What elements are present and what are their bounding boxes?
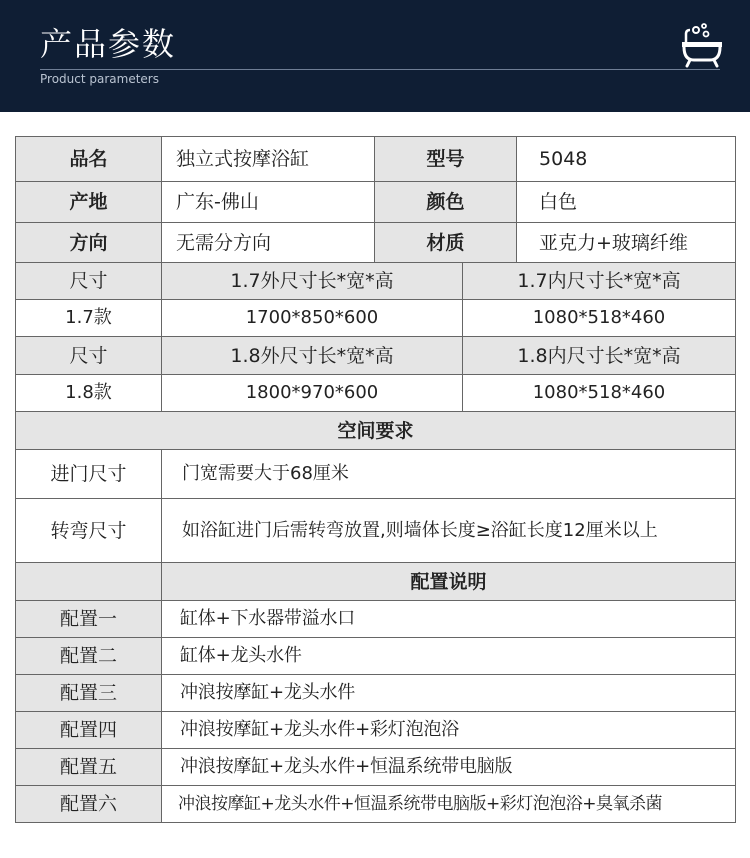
inner-size-header: 1.7内尺寸长*宽*高 bbox=[463, 263, 736, 300]
config-label: 配置六 bbox=[16, 786, 162, 823]
direction-label: 方向 bbox=[16, 223, 162, 263]
product-name-label: 品名 bbox=[16, 137, 162, 182]
config-header-blank bbox=[16, 563, 162, 601]
table-row bbox=[16, 712, 736, 749]
table-row bbox=[16, 300, 736, 337]
outer-size-value: 1700*850*600 bbox=[162, 300, 463, 337]
config-label: 配置三 bbox=[16, 675, 162, 712]
config-section-title: 配置说明 bbox=[162, 563, 736, 601]
product-name-value: 独立式按摩浴缸 bbox=[162, 137, 375, 182]
config-value: 冲浪按摩缸+龙头水件 bbox=[162, 675, 736, 712]
model-value: 5048 bbox=[517, 137, 736, 182]
size-label: 尺寸 bbox=[16, 263, 162, 300]
outer-size-header: 1.7外尺寸长*宽*高 bbox=[162, 263, 463, 300]
origin-value: 广东-佛山 bbox=[162, 182, 375, 223]
parameter-table bbox=[15, 136, 736, 823]
color-label: 颜色 bbox=[375, 182, 517, 223]
page-subtitle: Product parameters bbox=[40, 72, 159, 86]
table-row bbox=[16, 412, 736, 450]
size-model: 1.7款 bbox=[16, 300, 162, 337]
inner-size-header: 1.8内尺寸长*宽*高 bbox=[463, 337, 736, 375]
config-value: 缸体+下水器带溢水口 bbox=[162, 601, 736, 638]
material-value: 亚克力+玻璃纤维 bbox=[517, 223, 736, 263]
outer-size-header: 1.8外尺寸长*宽*高 bbox=[162, 337, 463, 375]
config-label: 配置二 bbox=[16, 638, 162, 675]
table-row bbox=[16, 786, 736, 823]
table-row bbox=[16, 499, 736, 563]
config-label: 配置四 bbox=[16, 712, 162, 749]
config-value: 缸体+龙头水件 bbox=[162, 638, 736, 675]
table-row bbox=[16, 563, 736, 601]
table-row bbox=[16, 182, 736, 223]
config-label: 配置一 bbox=[16, 601, 162, 638]
size-model: 1.8款 bbox=[16, 375, 162, 412]
table-row bbox=[16, 638, 736, 675]
table-row bbox=[16, 137, 736, 182]
page-header bbox=[0, 0, 750, 112]
direction-value: 无需分方向 bbox=[162, 223, 375, 263]
header-divider bbox=[40, 69, 720, 70]
table-row bbox=[16, 601, 736, 638]
table-row bbox=[16, 749, 736, 786]
table-row bbox=[16, 450, 736, 499]
color-value: 白色 bbox=[517, 182, 736, 223]
bathtub-icon bbox=[678, 22, 726, 68]
config-value: 冲浪按摩缸+龙头水件+恒温系统带电脑版+彩灯泡泡浴+臭氧杀菌 bbox=[162, 786, 736, 823]
page-title: 产品参数 bbox=[40, 25, 177, 63]
size-label: 尺寸 bbox=[16, 337, 162, 375]
outer-size-value: 1800*970*600 bbox=[162, 375, 463, 412]
origin-label: 产地 bbox=[16, 182, 162, 223]
table-row bbox=[16, 375, 736, 412]
inner-size-value: 1080*518*460 bbox=[463, 375, 736, 412]
table-row bbox=[16, 263, 736, 300]
table-row bbox=[16, 675, 736, 712]
config-value: 冲浪按摩缸+龙头水件+恒温系统带电脑版 bbox=[162, 749, 736, 786]
inner-size-value: 1080*518*460 bbox=[463, 300, 736, 337]
table-row bbox=[16, 223, 736, 263]
material-label: 材质 bbox=[375, 223, 517, 263]
config-label: 配置五 bbox=[16, 749, 162, 786]
config-value: 冲浪按摩缸+龙头水件+彩灯泡泡浴 bbox=[162, 712, 736, 749]
space-section-title: 空间要求 bbox=[16, 412, 736, 450]
model-label: 型号 bbox=[375, 137, 517, 182]
door-size-label: 进门尺寸 bbox=[16, 450, 162, 499]
table-row bbox=[16, 337, 736, 375]
door-size-value: 门宽需要大于68厘米 bbox=[162, 450, 736, 499]
turn-size-value: 如浴缸进门后需转弯放置,则墙体长度≥浴缸长度12厘米以上 bbox=[162, 499, 736, 563]
turn-size-label: 转弯尺寸 bbox=[16, 499, 162, 563]
